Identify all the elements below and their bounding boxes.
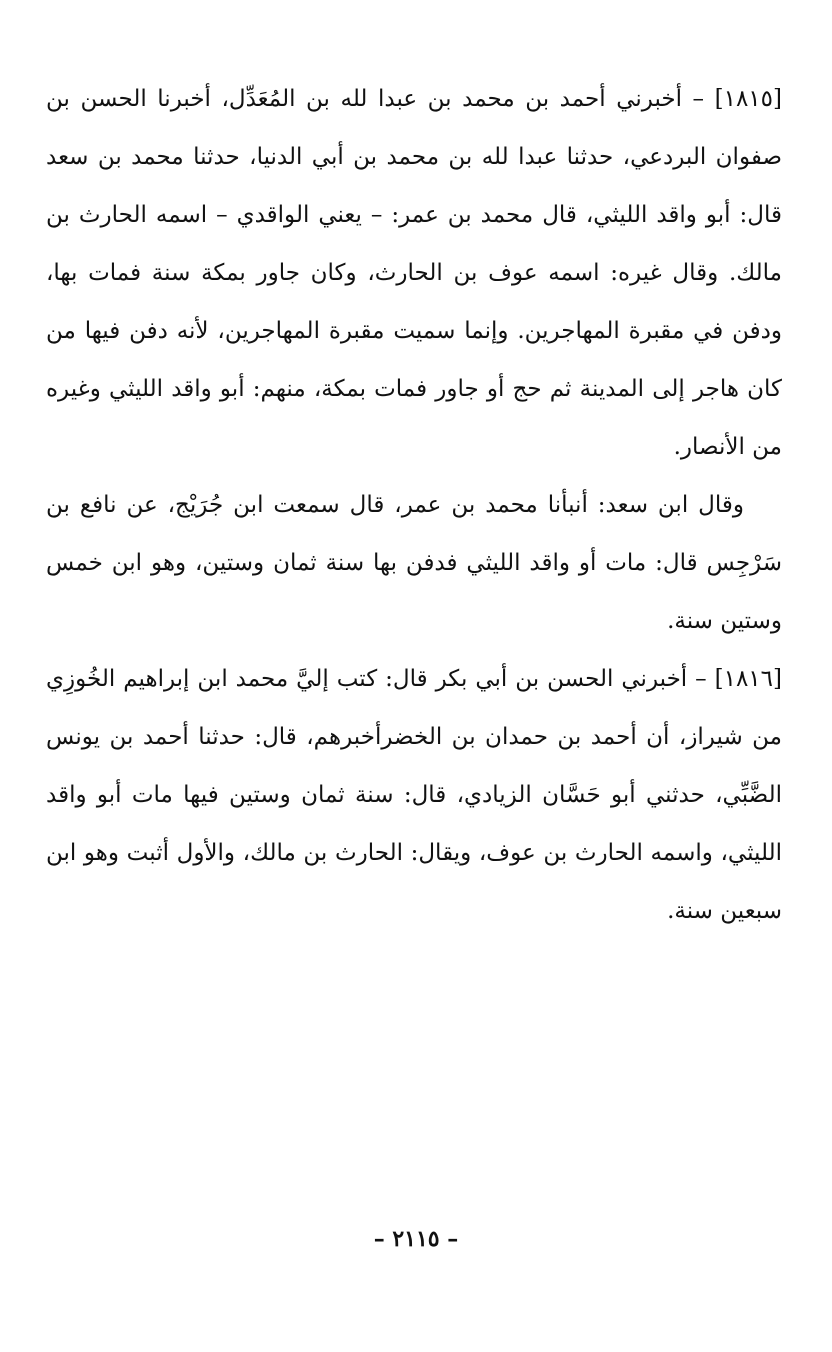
entry-1815-paragraph: [١٨١٥] – أخبرني أحمد بن محمد بن عبدا لله بن المُعَدِّل، أخبرنا الحسن بن صفوان البردعي، حدثنا عبدا لله بن محمد بن أبي الدنيا، حدثنا محمد بن سعد قال: أبو واقد الليثي، قال محمد بن عمر: – يعني الواقدي – اسمه الحارث بن مالك. وقال غيره: اسمه عوف بن الحارث، وكان جاور بمكة سنة فمات بها، ودفن في مقبرة المهاجرين. وإنما سميت مقبرة المهاجرين، لأنه دفن فيها من كان هاجر إلى المدينة ثم حج أو جاور فمات بمكة، منهم: أبو واقد الليثي وغيره من الأنصار. [46, 86, 782, 460]
entry-1815-continuation-paragraph: وقال ابن سعد: أنبأنا محمد بن عمر، قال سمعت ابن جُرَيْج، عن نافع بن سَرْجِس قال: مات أو واقد الليثي فدفن بها سنة ثمان وستين، وهو ابن خمس وستين سنة. [46, 492, 782, 634]
page-number: – ٢١١٥ – [373, 1226, 459, 1252]
entry-1816-paragraph: [١٨١٦] – أخبرني الحسن بن أبي بكر قال: كتب إليَّ محمد ابن إبراهيم الخُوزِي من شيراز، أن أحمد بن حمدان بن الخضرأخبرهم، قال: حدثنا أحمد بن يونس الضَّبِّي، حدثني أبو حَسَّان الزيادي، قال: سنة ثمان وستين فيها مات أبو واقد الليثي، واسمه الحارث بن عوف، ويقال: الحارث بن مالك، والأول أثبت وهو ابن سبعين سنة. [46, 666, 782, 924]
page-body [46, 70, 782, 940]
